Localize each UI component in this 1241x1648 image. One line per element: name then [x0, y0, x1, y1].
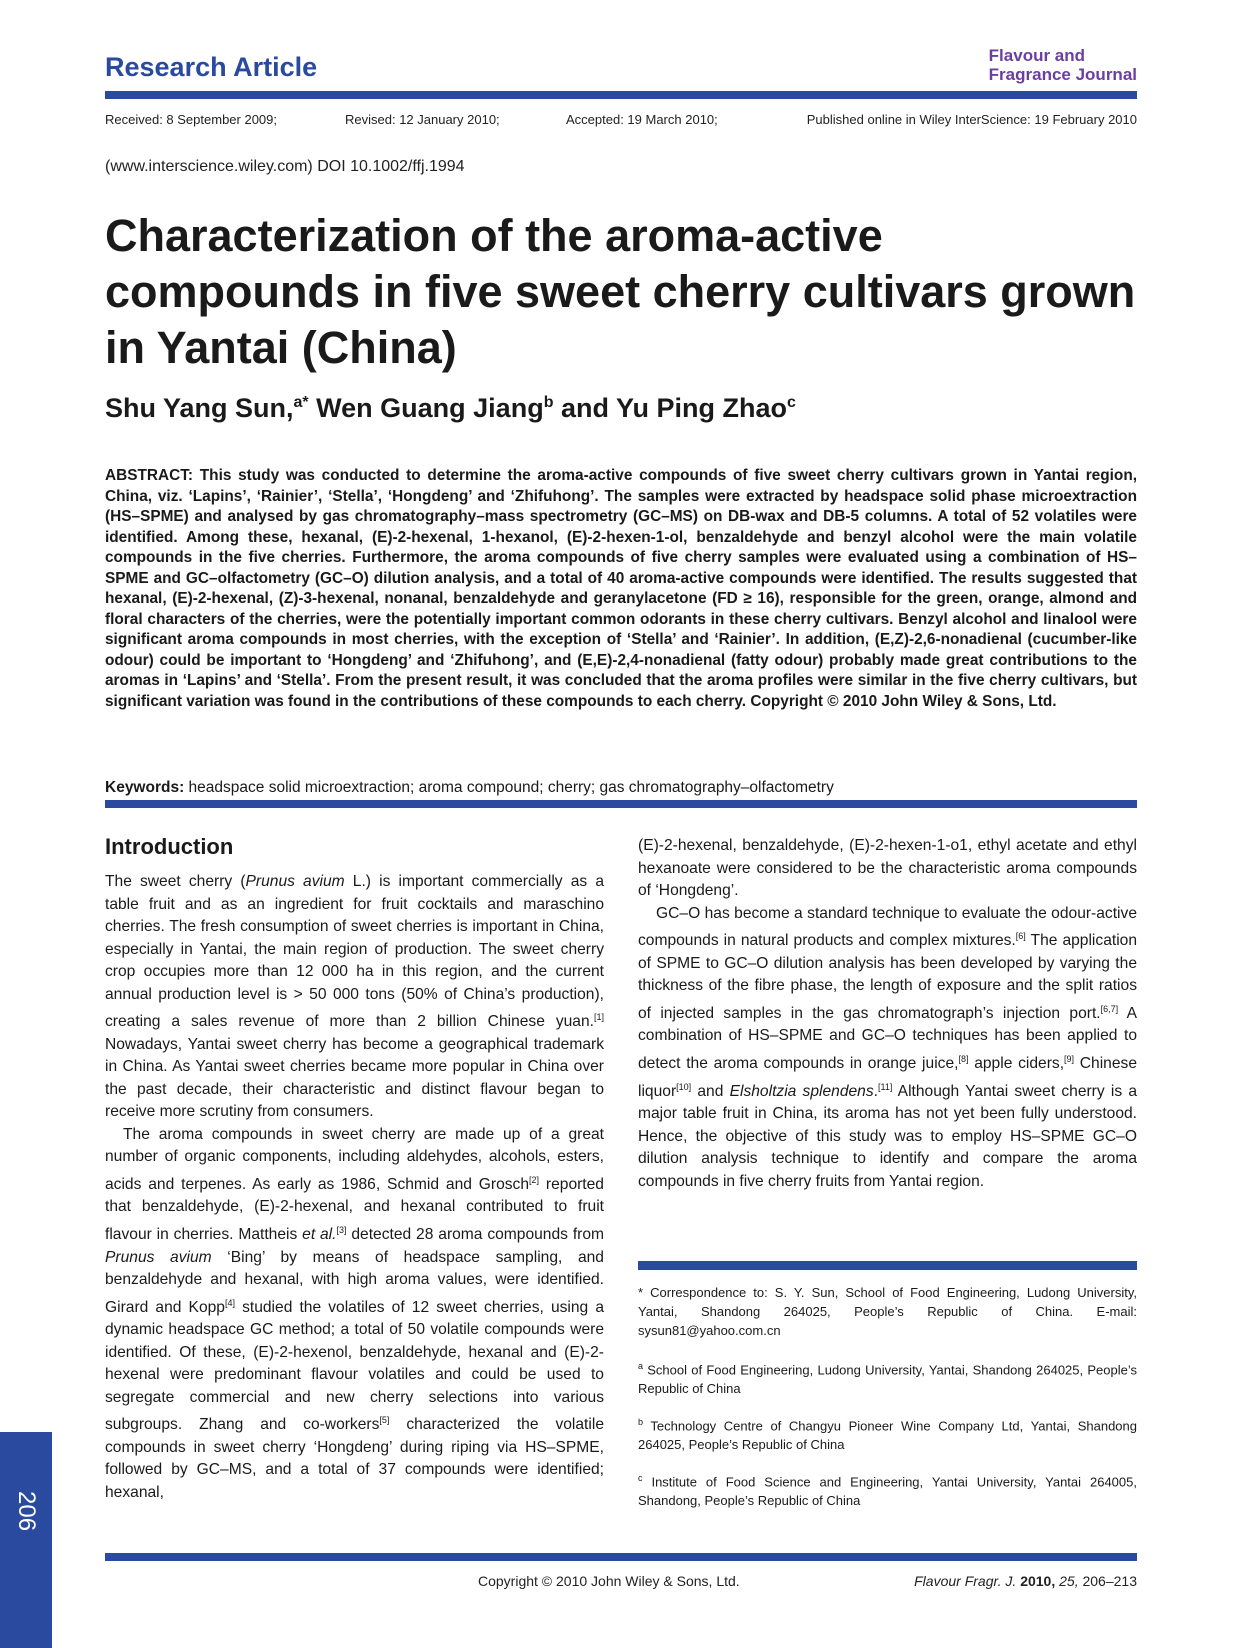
keywords-label: Keywords:	[105, 779, 185, 796]
citation-ref: [5]	[379, 1415, 390, 1426]
intro-heading: Introduction	[105, 834, 234, 859]
citation-pages: 206–213	[1082, 1573, 1137, 1589]
header-rule	[105, 91, 1137, 99]
author-3-affiliation: c	[787, 394, 796, 411]
author-1: Shu Yang Sun,	[105, 393, 294, 423]
author-1-affiliation: a*	[293, 394, 309, 411]
citation-ref: [4]	[224, 1297, 235, 1308]
revised-date: Revised: 12 January 2010;	[345, 112, 500, 127]
citation-ref: [3]	[336, 1224, 347, 1235]
correspondence-note: * Correspondence to: S. Y. Sun, School of Food Engineering, Ludong University, Yantai, Shandong 264025, People’s Republic of China. E-mail: sysun81@yahoo.com.cn	[638, 1285, 1137, 1338]
body-column-right	[638, 835, 1137, 1193]
citation-ref: [11]	[877, 1081, 893, 1092]
citation-ref: [2]	[529, 1174, 540, 1185]
body-column-left	[105, 871, 604, 1504]
received-date: Received: 8 September 2009;	[105, 112, 277, 127]
doi-line: (www.interscience.wiley.com) DOI 10.1002/ffj.1994	[105, 158, 465, 175]
citation-ref: [1]	[593, 1012, 604, 1022]
intro-paragraph-4: GC–O has become a standard technique to evaluate the odour-active compounds in natural products and complex mixtures.[6] The application of SPME to GC–O dilution analysis has been developed by varying the thickness of the fibre phase, the length of exposure and the split ratios of injected samples in the gas chromatograph’s injection port.[6,7] A combination of HS–SPME and GC–O techniques has been applied to detect the aroma compounds in orange juice,[8] apple ciders,[9] Chinese liquor[10] and Elsholtzia splendens.[11] Although Yantai sweet cherry is a major table fruit in China, its aroma has not yet been fully understood. Hence, the objective of this study was to employ HS–SPME GC–O dilution analysis technique to identify and compare the aroma compounds in five cherry fruits from Yantai region.	[638, 904, 1138, 1190]
citation-ref: [10]	[676, 1081, 692, 1092]
intro-paragraph-2: The aroma compounds in sweet cherry are made up of a great number of organic components, including aldehydes, alcohols, esters, acids and terpenes. As early as 1986, Schmid and Grosch[2] reported that benzaldehyde, (E)-2-hexenal, and hexanal contributed to fruit flavour in cherries. Mattheis et al.[3] detected 28 aroma compounds from Prunus avium ‘Bing’ by means of headspace sampling, and benzaldehyde and hexanal, with high aroma values, were identified. Girard and Kopp[4] studied the volatiles of 12 sweet cherries, using a dynamic headspace GC method; a total of 50 volatile compounds were identified. Of these, (E)-2-hexenol, benzaldehyde, hexanal and (E)-2-hexenal were predominant flavour volatiles and could be used to segregate commercial and new cherry selections into various subgroups. Zhang and co-workers[5] characterized the volatile compounds in sweet cherry ‘Hongdeng’ during riping via HS–SPME, followed by GC–MS, and a total of 37 compounds were identified; hexanal,	[105, 1125, 605, 1501]
citation-ref: [6]	[1015, 931, 1026, 941]
keywords	[105, 779, 1137, 797]
citation-year: 2010,	[1020, 1573, 1056, 1589]
accepted-date: Accepted: 19 March 2010;	[566, 112, 718, 127]
footer-citation	[914, 1573, 1137, 1589]
author-2: Wen Guang Jiang	[308, 393, 544, 423]
author-2-affiliation: b	[543, 394, 554, 411]
author-3: and Yu Ping Zhao	[553, 393, 787, 423]
citation-volume: 25,	[1059, 1573, 1079, 1589]
citation-ref: [9]	[1064, 1053, 1075, 1064]
journal-abbrev: Flavour Fragr. J.	[914, 1573, 1017, 1589]
journal-logo-line1: Flavour and	[988, 46, 1086, 65]
page-number-tab	[0, 1432, 52, 1648]
intro-paragraph-1: The sweet cherry (Prunus avium L.) is important commercially as a table fruit and as an ingredient for fruit cocktails and maraschino cherries. The fresh consumption of sweet cherries is important in China, especially in Yantai, the main region of production. The sweet cherry crop occupies more than 12 000 ha in this region, and the current annual production level is > 50 000 tons (50% of China’s production), creating a sales revenue of more than 2 billion Chinese yuan.[1] Nowadays, Yantai sweet cherry has become a geographical trademark in China. As Yantai sweet cherries became more popular in China over the past decade, their characteristic and distinct flavour began to receive more scrutiny from consumers.	[105, 873, 604, 1121]
affiliation-a: $^a$ School of Food Engineering, Ludong University, Yantai, Shandong 264025, People’s Republic of China	[638, 1361, 1137, 1397]
keywords-list: headspace solid microextraction; aroma compound; cherry; gas chromatography–olfactometry	[184, 779, 834, 796]
citation-ref: [8]	[958, 1053, 969, 1064]
footnote-rule	[638, 1261, 1137, 1270]
article-title: Characterization of the aroma-active compounds in five sweet cherry cultivars grown in Yantai (China)	[105, 210, 1136, 373]
intro-paragraph-3: (E)-2-hexenal, benzaldehyde, (E)-2-hexen-1-o1, ethyl acetate and ethyl hexanoate were considered to be the characteristic aroma compounds of ‘Hongdeng’.	[638, 837, 1137, 899]
author-list	[105, 393, 796, 424]
published-date: Published online in Wiley InterScience: 19 February 2010	[806, 112, 1137, 127]
page-number: 206	[13, 1491, 40, 1532]
abstract-rule	[105, 800, 1137, 808]
abstract: ABSTRACT: This study was conducted to determine the aroma-active compounds of five sweet cherry cultivars grown in Yantai region, China, viz. ‘Lapins’, ‘Rainier’, ‘Stella’, ‘Hongdeng’ and ‘Zhifuhong’. The samples were extracted by headspace solid phase microextraction (HS–SPME) and analysed by gas chromatography–mass spectrometry (GC–MS) on DB-wax and DB-5 columns. A total of 52 volatiles were identified. Among these, hexanal, (E)-2-hexenal, 1-hexanol, (E)-2-hexen-1-ol, benzaldehyde and benzyl alcohol were the main volatile compounds in the five cherries. Furthermore, the aroma compounds of five cherry samples were evaluated using a combination of HS–SPME and GC–olfactometry (GC–O) dilution analysis, and a total of 40 aroma-active compounds were identified. The results suggested that hexanal, (E)-2-hexenal, (Z)-3-hexenal, nonanal, benzaldehyde and geranylacetone (FD ≥ 16), responsible for the green, orange, almond and floral characters of the cherries, were the potentially important common odorants in these cherry cultivars. Benzyl alcohol and linalool were significant aroma compounds in most cherries, with the exception of ‘Stella’ and ‘Rainier’. In addition, (E,Z)-2,6-nonadienal (cucumber-like odour) could be important to ‘Hongdeng’ and ‘Zhifuhong’, and (E,E)-2,4-nonadienal (fatty odour) probably made great contributions to the aromas in ‘Lapins’ and ‘Stella’. From the present result, it was concluded that the aroma profiles were similar in the five cherry cultivars, but significant variation was found in the contributions of these compounds to each cherry. Copyright © 2010 John Wiley & Sons, Ltd.	[105, 467, 1137, 710]
footer-rule	[105, 1553, 1137, 1561]
affiliation-b: $^b$ Technology Centre of Changyu Pioneer Wine Company Ltd, Yantai, Shandong 264025, People’s Republic of China	[638, 1417, 1137, 1453]
journal-logo	[989, 46, 1137, 84]
citation-ref: [6,7]	[1100, 1003, 1119, 1014]
journal-logo-line2: Fragrance Journal	[988, 65, 1137, 84]
affiliation-c: $^c$ Institute of Food Science and Engineering, Yantai University, Yantai 264005, Shandong, People’s Republic of China	[638, 1473, 1137, 1509]
section-label: Research Article	[105, 52, 318, 82]
footer-copyright: Copyright © 2010 John Wiley & Sons, Ltd.	[478, 1573, 740, 1589]
